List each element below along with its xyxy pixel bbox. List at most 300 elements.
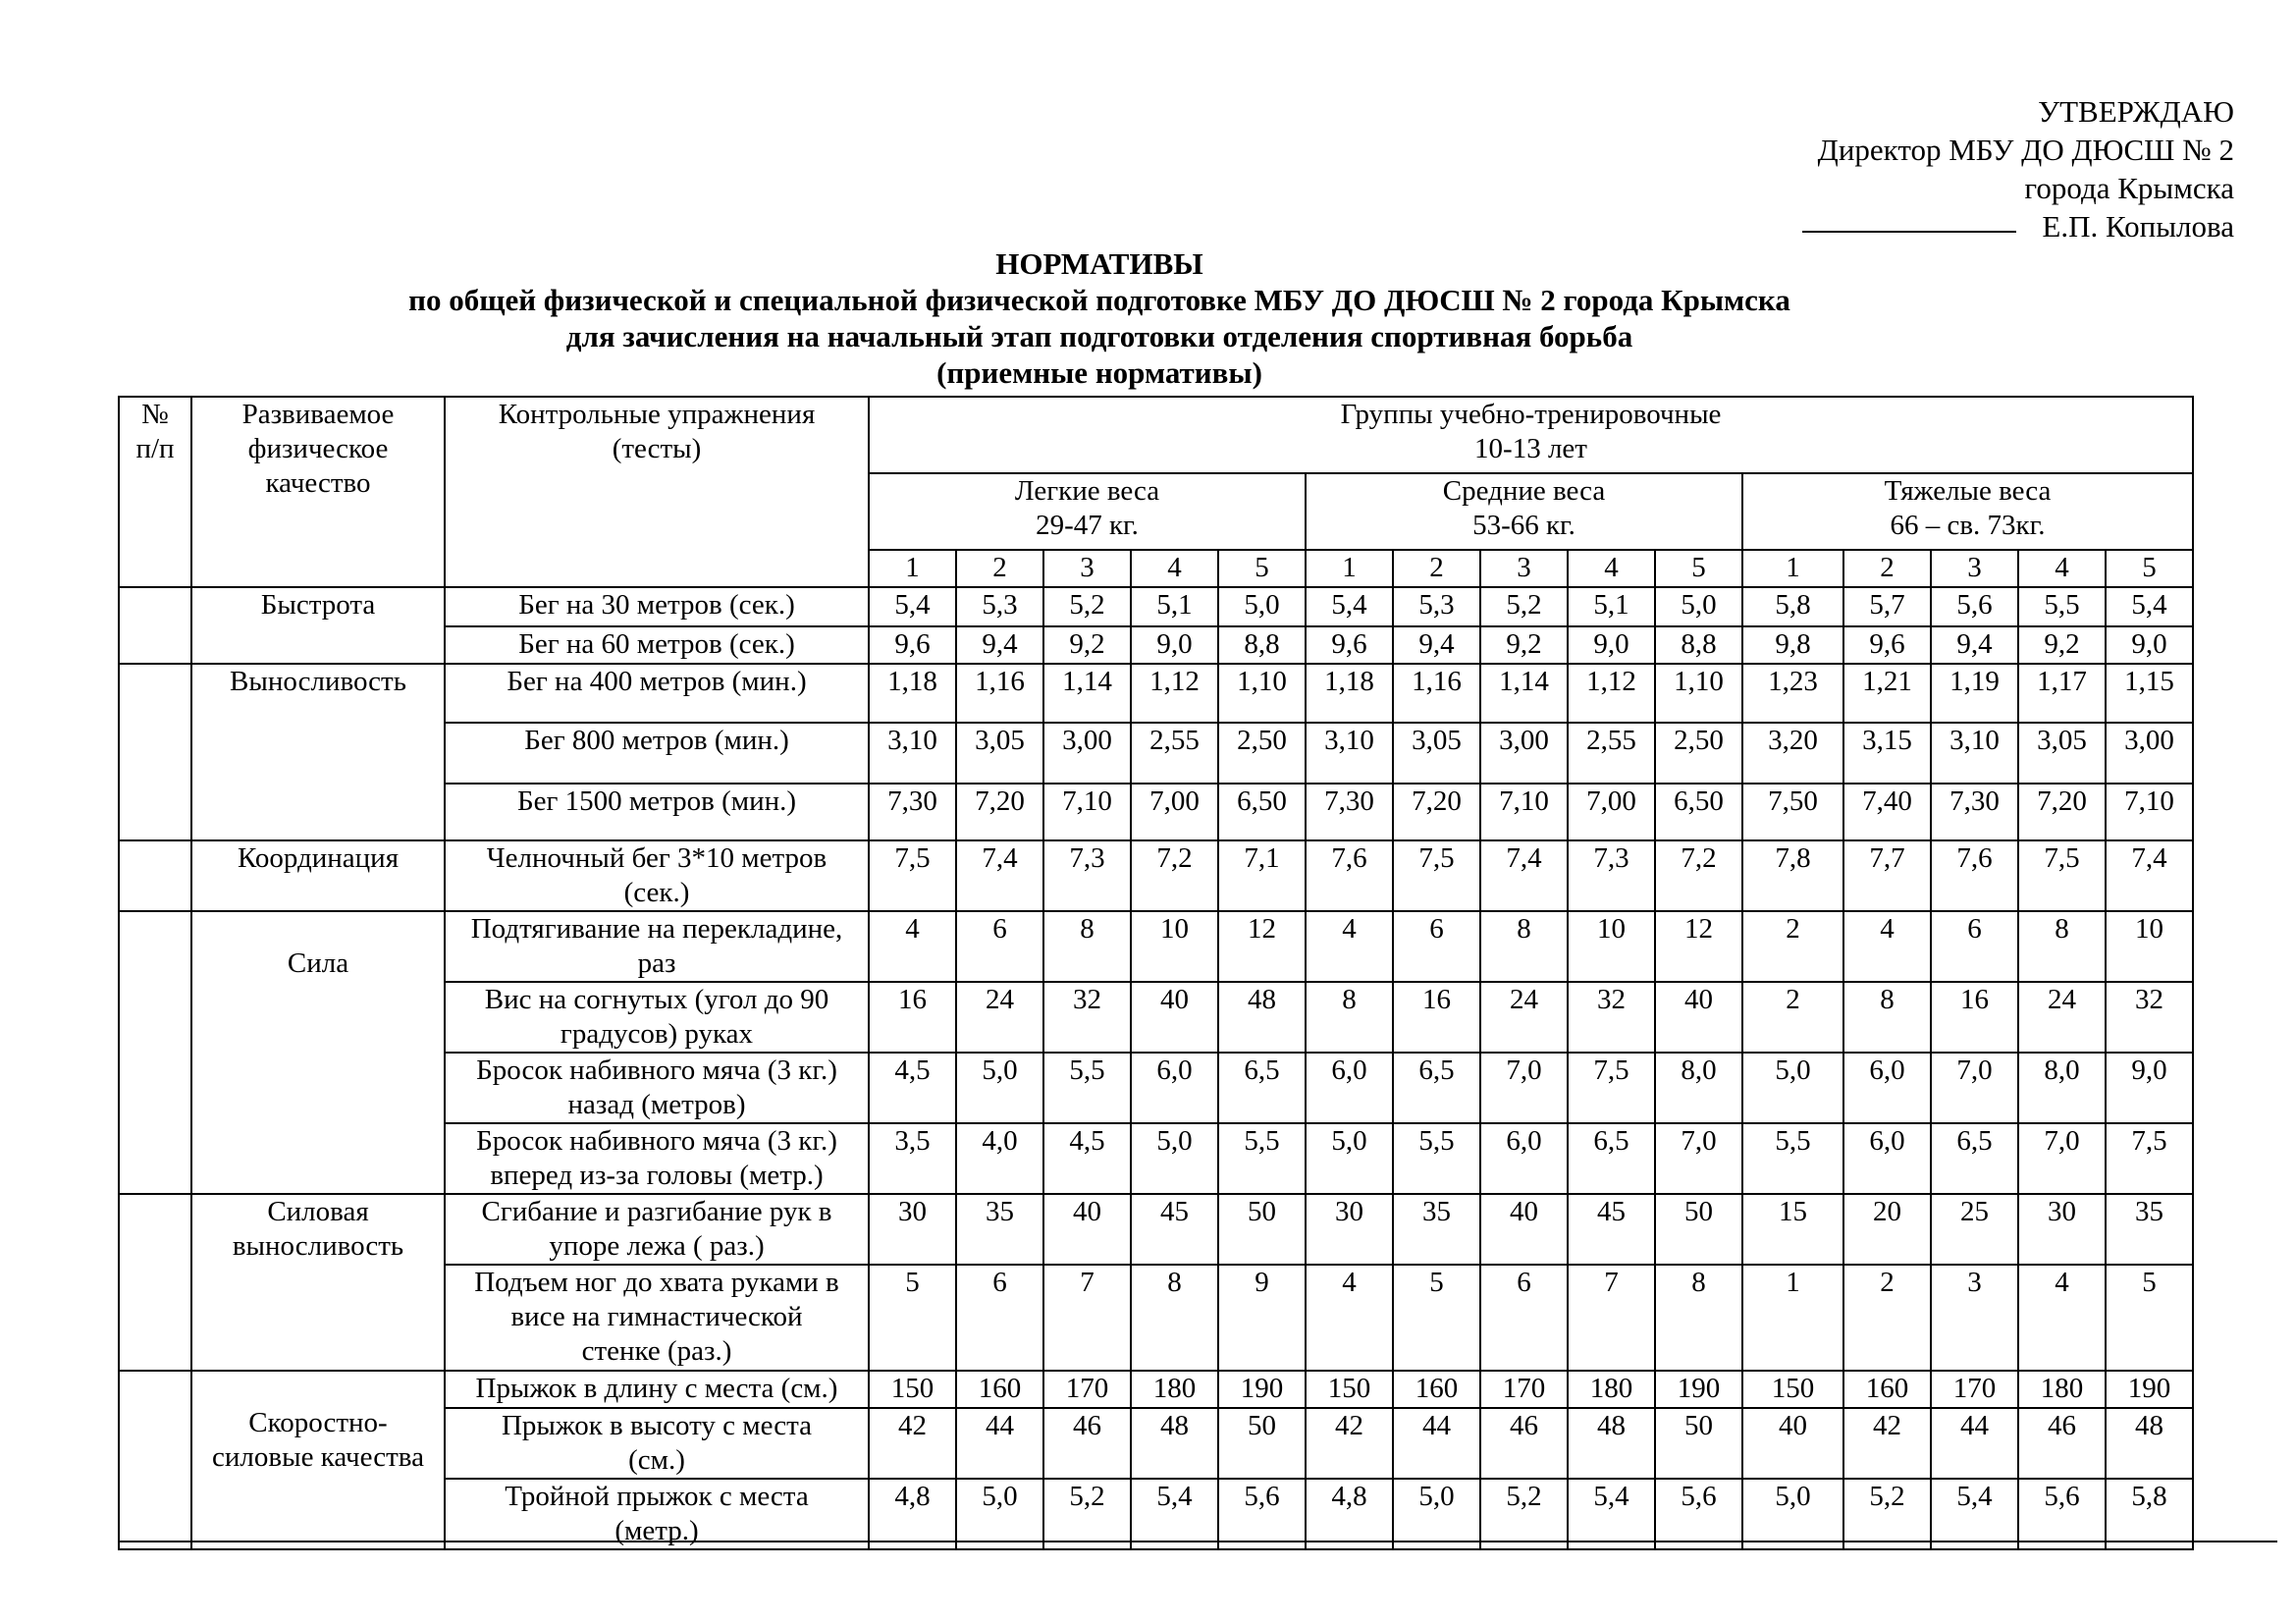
norm-value: 4: [1306, 911, 1393, 982]
exercise-line: раз: [637, 947, 676, 979]
header-level: 4: [2018, 550, 2106, 587]
exercise-line: (сек.): [623, 877, 690, 908]
norm-value: 5,2: [1843, 1479, 1931, 1549]
norm-value: 7,0: [1931, 1053, 2018, 1123]
norm-value: 50: [1655, 1194, 1742, 1265]
norm-value: 3,20: [1742, 723, 1843, 784]
exercise-line: (метр.): [614, 1515, 699, 1546]
norm-value: 24: [1480, 982, 1568, 1053]
norm-value: 1: [1742, 1265, 1843, 1371]
header-quality: Развиваемое физическое качество: [191, 397, 445, 587]
norm-value: 5,3: [956, 587, 1043, 626]
norm-value: 7,8: [1742, 840, 1843, 911]
norm-value: 42: [1306, 1408, 1393, 1479]
signature-line: [1802, 231, 2016, 233]
norm-value: 5,4: [869, 587, 956, 626]
quality-cell: [191, 587, 445, 664]
norm-value: 2,50: [1655, 723, 1742, 784]
norm-value: 30: [2018, 1194, 2106, 1265]
norm-value: 4: [2018, 1265, 2106, 1371]
norm-value: 6,0: [1480, 1123, 1568, 1194]
norm-value: 8: [1655, 1265, 1742, 1371]
document-title: [118, 245, 2081, 391]
norm-value: 6: [1393, 911, 1480, 982]
header-exercise: Контрольные упражнения (тесты): [445, 397, 869, 587]
norm-value: 46: [1480, 1408, 1568, 1479]
norm-value: 1,16: [1393, 664, 1480, 723]
approval-block: [1802, 92, 2234, 245]
norm-value: 44: [1931, 1408, 2018, 1479]
norm-value: 5,6: [1655, 1479, 1742, 1549]
quality-cell: [191, 1371, 445, 1549]
norm-value: 5,0: [956, 1479, 1043, 1549]
exercise-line: Бег 1500 метров (мин.): [516, 785, 797, 817]
norm-value: 6,0: [1306, 1053, 1393, 1123]
norm-value: 3,10: [1931, 723, 2018, 784]
bottom-rule: [118, 1541, 2277, 1542]
norm-value: 2,50: [1218, 723, 1306, 784]
norm-value: 35: [1393, 1194, 1480, 1265]
norm-value: 3,10: [1306, 723, 1393, 784]
norm-value: 170: [1931, 1371, 2018, 1408]
exercise-line: Вис на согнутых (угол до 90: [484, 984, 829, 1015]
norm-value: 3,00: [1043, 723, 1131, 784]
norm-value: 24: [2018, 982, 2106, 1053]
norm-value: 5,4: [1931, 1479, 2018, 1549]
row-number-cell: [119, 587, 191, 664]
norm-value: 7,3: [1043, 840, 1131, 911]
norm-value: 40: [1480, 1194, 1568, 1265]
norm-value: 50: [1655, 1408, 1742, 1479]
table-row: [119, 840, 2193, 911]
norm-value: 7,20: [956, 784, 1043, 840]
norm-value: 48: [1218, 982, 1306, 1053]
norm-value: 1,14: [1043, 664, 1131, 723]
quality-line: Силовая: [267, 1196, 369, 1227]
header-level: 5: [2106, 550, 2193, 587]
norm-value: 48: [2106, 1408, 2193, 1479]
exercise-line: Прыжок в высоту с места: [501, 1410, 813, 1441]
quality-line: Координация: [237, 842, 400, 874]
norm-value: 2,55: [1131, 723, 1218, 784]
norm-value: 160: [956, 1371, 1043, 1408]
exercise-cell: [445, 911, 869, 982]
norm-value: 5,0: [1655, 587, 1742, 626]
norm-value: 6,0: [1843, 1123, 1931, 1194]
norm-value: 50: [1218, 1408, 1306, 1479]
norm-value: 4: [1306, 1265, 1393, 1371]
norm-value: 5,8: [2106, 1479, 2193, 1549]
table-row: [119, 911, 2193, 982]
norm-value: 7,20: [2018, 784, 2106, 840]
norm-value: 1,19: [1931, 664, 2018, 723]
title-line-4: (приемные нормативы): [936, 355, 1262, 390]
norm-value: 2: [1742, 911, 1843, 982]
table-row: [119, 1371, 2193, 1408]
norm-value: 6,5: [1931, 1123, 2018, 1194]
norm-value: 6,0: [1843, 1053, 1931, 1123]
row-number-cell: [119, 911, 191, 1194]
norm-value: 50: [1218, 1194, 1306, 1265]
norm-value: 150: [1742, 1371, 1843, 1408]
norm-value: 4,8: [869, 1479, 956, 1549]
norm-value: 5,4: [1131, 1479, 1218, 1549]
exercise-line: висе на гимнастической: [510, 1301, 803, 1332]
norm-value: 20: [1843, 1194, 1931, 1265]
norm-value: 5,6: [2018, 1479, 2106, 1549]
norm-value: 150: [1306, 1371, 1393, 1408]
exercise-cell: [445, 1194, 869, 1265]
norm-value: 1,18: [1306, 664, 1393, 723]
norm-value: 1,16: [956, 664, 1043, 723]
norm-value: 1,12: [1131, 664, 1218, 723]
exercise-line: назад (метров): [567, 1089, 746, 1120]
norm-value: 3,05: [2018, 723, 2106, 784]
approval-title: УТВЕРЖДАЮ: [2038, 94, 2234, 129]
norm-value: 44: [1393, 1408, 1480, 1479]
norm-value: 7,0: [1655, 1123, 1742, 1194]
quality-line: Сила: [287, 947, 349, 979]
exercise-line: Тройной прыжок с места: [505, 1481, 809, 1512]
norm-value: 2,55: [1568, 723, 1655, 784]
norm-value: 9,8: [1742, 626, 1843, 664]
norm-value: 3,00: [1480, 723, 1568, 784]
norm-value: 7,2: [1131, 840, 1218, 911]
norm-value: 180: [1131, 1371, 1218, 1408]
norm-value: 8: [1843, 982, 1931, 1053]
norm-value: 4,5: [1043, 1123, 1131, 1194]
approval-city: города Крымска: [2024, 171, 2234, 205]
norm-value: 180: [1568, 1371, 1655, 1408]
norm-value: 16: [1931, 982, 2018, 1053]
norm-value: 3,05: [956, 723, 1043, 784]
norm-value: 5,3: [1393, 587, 1480, 626]
exercise-line: Сгибание и разгибание рук в: [481, 1196, 832, 1227]
norm-value: 7,4: [1480, 840, 1568, 911]
norm-value: 9,0: [2106, 1053, 2193, 1123]
norm-value: 6,0: [1131, 1053, 1218, 1123]
exercise-line: Бег 800 метров (мин.): [524, 725, 789, 756]
norm-value: 4,8: [1306, 1479, 1393, 1549]
norm-value: 1,15: [2106, 664, 2193, 723]
header-level: 1: [1306, 550, 1393, 587]
header-level: 2: [956, 550, 1043, 587]
row-number-cell: [119, 840, 191, 911]
norm-value: 45: [1568, 1194, 1655, 1265]
norm-value: 7,7: [1843, 840, 1931, 911]
exercise-cell: [445, 1371, 869, 1408]
norm-value: 8: [1306, 982, 1393, 1053]
norm-value: 35: [2106, 1194, 2193, 1265]
quality-line: силовые качества: [212, 1441, 424, 1473]
norm-value: 44: [956, 1408, 1043, 1479]
norm-value: 9,2: [1043, 626, 1131, 664]
norm-value: 7,10: [1043, 784, 1131, 840]
approval-signer: Е.П. Копылова: [2042, 209, 2234, 243]
norm-value: 7,30: [1931, 784, 2018, 840]
norm-value: 6: [1480, 1265, 1568, 1371]
norm-value: 1,18: [869, 664, 956, 723]
norm-value: 5,1: [1568, 587, 1655, 626]
norm-value: 10: [1131, 911, 1218, 982]
exercise-cell: [445, 1408, 869, 1479]
norm-value: 6,5: [1218, 1053, 1306, 1123]
approval-position: Директор МБУ ДО ДЮСШ № 2: [1817, 133, 2234, 167]
norm-value: 46: [1043, 1408, 1131, 1479]
norm-value: 7,5: [1393, 840, 1480, 911]
norm-value: 7,3: [1568, 840, 1655, 911]
norm-value: 30: [869, 1194, 956, 1265]
norm-value: 9,4: [956, 626, 1043, 664]
norm-value: 5,0: [1131, 1123, 1218, 1194]
norm-value: 16: [869, 982, 956, 1053]
exercise-line: упоре лежа ( раз.): [549, 1230, 765, 1262]
norm-value: 6: [956, 911, 1043, 982]
norm-value: 5,6: [1218, 1479, 1306, 1549]
quality-cell: [191, 911, 445, 1194]
quality-line: [196, 1372, 440, 1406]
norm-value: 8: [1043, 911, 1131, 982]
header-level: 1: [1742, 550, 1843, 587]
norm-value: 9,4: [1393, 626, 1480, 664]
norm-value: 7,50: [1742, 784, 1843, 840]
norm-value: 7,2: [1655, 840, 1742, 911]
norm-value: 7,00: [1568, 784, 1655, 840]
quality-cell: [191, 664, 445, 840]
norm-value: 48: [1131, 1408, 1218, 1479]
exercise-line: (см.): [628, 1444, 685, 1476]
norm-value: 5,0: [1218, 587, 1306, 626]
header-level: 2: [1393, 550, 1480, 587]
norm-value: 32: [1568, 982, 1655, 1053]
norm-value: 5: [1393, 1265, 1480, 1371]
norm-value: 5,5: [1393, 1123, 1480, 1194]
header-level: 4: [1131, 550, 1218, 587]
header-weight-light: Легкие веса 29-47 кг.: [869, 473, 1306, 550]
norm-value: 9,0: [1131, 626, 1218, 664]
norm-value: 8,0: [2018, 1053, 2106, 1123]
norm-value: 3,5: [869, 1123, 956, 1194]
exercise-cell: [445, 1053, 869, 1123]
norm-value: 7,4: [2106, 840, 2193, 911]
norm-value: 9,4: [1931, 626, 2018, 664]
norm-value: 5,5: [1218, 1123, 1306, 1194]
norm-value: 25: [1931, 1194, 2018, 1265]
norm-value: 7,5: [869, 840, 956, 911]
norm-value: 7,5: [2018, 840, 2106, 911]
title-line-2: по общей физической и специальной физической подготовке МБУ ДО ДЮСШ № 2 города Крымска: [408, 283, 1790, 317]
exercise-cell: [445, 1479, 869, 1549]
norm-value: 40: [1655, 982, 1742, 1053]
norm-value: 5,2: [1480, 1479, 1568, 1549]
exercise-line: Бег на 30 метров (сек.): [518, 589, 795, 621]
exercise-line: Подтягивание на перекладине,: [470, 913, 843, 945]
norm-value: 190: [1655, 1371, 1742, 1408]
norm-value: 5,0: [1306, 1123, 1393, 1194]
norm-value: 7,6: [1306, 840, 1393, 911]
norm-value: 42: [1843, 1408, 1931, 1479]
norm-value: 4,5: [869, 1053, 956, 1123]
norm-value: 8: [2018, 911, 2106, 982]
norm-value: 4,0: [956, 1123, 1043, 1194]
row-number-cell: [119, 1194, 191, 1371]
norm-value: 5,1: [1131, 587, 1218, 626]
norm-value: 32: [2106, 982, 2193, 1053]
norm-value: 7,10: [2106, 784, 2193, 840]
norm-value: 3,05: [1393, 723, 1480, 784]
norm-value: 6,5: [1393, 1053, 1480, 1123]
exercise-line: Прыжок в длину с места (см.): [475, 1373, 838, 1404]
norm-value: 5,8: [1742, 587, 1843, 626]
norm-value: 5,4: [2106, 587, 2193, 626]
norm-value: 10: [2106, 911, 2193, 982]
norm-value: 24: [956, 982, 1043, 1053]
norm-value: 1,23: [1742, 664, 1843, 723]
approval-signature: [1802, 207, 2234, 245]
norm-value: 15: [1742, 1194, 1843, 1265]
row-number-cell: [119, 664, 191, 840]
norm-value: 9,2: [2018, 626, 2106, 664]
norm-value: 7,30: [1306, 784, 1393, 840]
header-weight-medium: Средние веса 53-66 кг.: [1306, 473, 1742, 550]
norm-value: 7,6: [1931, 840, 2018, 911]
exercise-cell: [445, 840, 869, 911]
norm-value: 180: [2018, 1371, 2106, 1408]
norm-value: 45: [1131, 1194, 1218, 1265]
norm-value: 6,50: [1655, 784, 1742, 840]
quality-line: выносливость: [232, 1230, 404, 1262]
norm-value: 7,20: [1393, 784, 1480, 840]
exercise-line: Челночный бег 3*10 метров: [486, 842, 828, 874]
title-line-1: НОРМАТИВЫ: [995, 246, 1203, 281]
norm-value: 1,12: [1568, 664, 1655, 723]
norm-value: 3,00: [2106, 723, 2193, 784]
exercise-cell: [445, 723, 869, 784]
norm-value: 3,10: [869, 723, 956, 784]
exercise-cell: [445, 1265, 869, 1371]
exercise-cell: [445, 1123, 869, 1194]
header-level: 3: [1480, 550, 1568, 587]
norm-value: 5,5: [1742, 1123, 1843, 1194]
norm-value: 5: [869, 1265, 956, 1371]
header-level: 3: [1931, 550, 2018, 587]
norm-value: 1,14: [1480, 664, 1568, 723]
norm-value: 5,0: [1393, 1479, 1480, 1549]
norm-value: 40: [1043, 1194, 1131, 1265]
exercise-cell: [445, 664, 869, 723]
norm-value: 190: [1218, 1371, 1306, 1408]
quality-cell: [191, 840, 445, 911]
norm-value: 5,4: [1306, 587, 1393, 626]
norm-value: 5,7: [1843, 587, 1931, 626]
norm-value: 9,6: [1306, 626, 1393, 664]
norm-value: 48: [1568, 1408, 1655, 1479]
norm-value: 5,2: [1043, 587, 1131, 626]
quality-line: Скоростно-: [248, 1407, 388, 1438]
norm-value: 8,8: [1218, 626, 1306, 664]
norm-value: 6,5: [1568, 1123, 1655, 1194]
norm-value: 7,00: [1131, 784, 1218, 840]
exercise-line: градусов) руках: [560, 1018, 754, 1050]
norm-value: 7,1: [1218, 840, 1306, 911]
norm-value: 9: [1218, 1265, 1306, 1371]
norm-value: 6,50: [1218, 784, 1306, 840]
exercise-line: Бег на 400 метров (мин.): [507, 666, 807, 697]
exercise-line: стенке (раз.): [581, 1335, 732, 1367]
exercise-cell: [445, 784, 869, 840]
quality-cell: [191, 1194, 445, 1371]
norm-value: 5,4: [1568, 1479, 1655, 1549]
norm-value: 7,10: [1480, 784, 1568, 840]
norm-value: 5,0: [1742, 1053, 1843, 1123]
norm-value: 1,21: [1843, 664, 1931, 723]
norm-value: 46: [2018, 1408, 2106, 1479]
norm-value: 7,40: [1843, 784, 1931, 840]
norms-table: [118, 396, 2194, 1550]
norm-value: 170: [1480, 1371, 1568, 1408]
norm-value: 42: [869, 1408, 956, 1479]
norm-value: 7: [1043, 1265, 1131, 1371]
norm-value: 170: [1043, 1371, 1131, 1408]
norm-value: 8: [1131, 1265, 1218, 1371]
norm-value: 40: [1131, 982, 1218, 1053]
norm-value: 9,6: [1843, 626, 1931, 664]
norm-value: 2: [1742, 982, 1843, 1053]
norm-value: 40: [1742, 1408, 1843, 1479]
norm-value: 7,5: [1568, 1053, 1655, 1123]
norm-value: 9,6: [869, 626, 956, 664]
exercise-line: Бег на 60 метров (сек.): [518, 628, 795, 660]
norm-value: 9,0: [1568, 626, 1655, 664]
norm-value: 7,5: [2106, 1123, 2193, 1194]
norm-value: 5,6: [1931, 587, 2018, 626]
exercise-cell: [445, 626, 869, 664]
header-level: 5: [1655, 550, 1742, 587]
header-level: 3: [1043, 550, 1131, 587]
exercise-line: Подъем ног до хвата руками в: [474, 1267, 839, 1298]
quality-line: Быстрота: [260, 589, 376, 621]
norm-value: 1,10: [1655, 664, 1742, 723]
norm-value: 3,15: [1843, 723, 1931, 784]
norm-value: 7,0: [1480, 1053, 1568, 1123]
norm-value: 5,2: [1043, 1479, 1131, 1549]
norm-value: 5,0: [956, 1053, 1043, 1123]
norm-value: 6: [956, 1265, 1043, 1371]
norm-value: 9,0: [2106, 626, 2193, 664]
norm-value: 32: [1043, 982, 1131, 1053]
norm-value: 5,5: [1043, 1053, 1131, 1123]
header-level: 1: [869, 550, 956, 587]
table-row: [119, 1194, 2193, 1265]
quality-line: [196, 912, 440, 947]
header-level: 4: [1568, 550, 1655, 587]
norm-value: 1,17: [2018, 664, 2106, 723]
norm-value: 9,2: [1480, 626, 1568, 664]
exercise-line: Бросок набивного мяча (3 кг.): [476, 1125, 837, 1157]
norm-value: 8,0: [1655, 1053, 1742, 1123]
norm-value: 12: [1218, 911, 1306, 982]
exercise-cell: [445, 982, 869, 1053]
exercise-line: вперед из-за головы (метр.): [490, 1160, 824, 1191]
exercise-line: Бросок набивного мяча (3 кг.): [476, 1055, 837, 1086]
norm-value: 7: [1568, 1265, 1655, 1371]
norm-value: 5,5: [2018, 587, 2106, 626]
header-level: 5: [1218, 550, 1306, 587]
table-row: [119, 587, 2193, 626]
quality-line: Выносливость: [230, 666, 406, 697]
norm-value: 3: [1931, 1265, 2018, 1371]
norm-value: 7,30: [869, 784, 956, 840]
